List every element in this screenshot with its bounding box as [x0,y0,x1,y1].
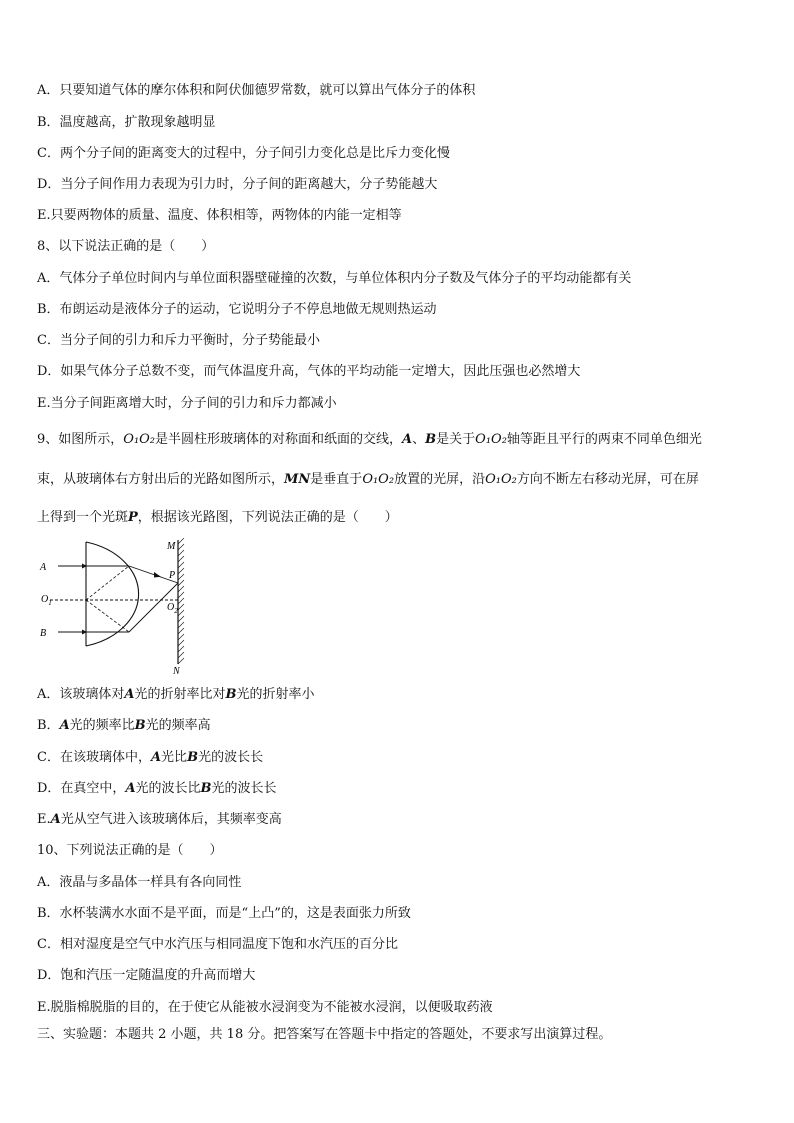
q9-opt-text: A．该玻璃体对 [37,687,125,702]
q9-text: 放置的光屏，沿 [394,472,486,487]
q9-option-d [37,780,277,798]
q9-text: 束，从玻璃体右方射出后的光路如图所示， [37,472,285,487]
q9-opt-a: A [124,687,135,702]
normal-line-a [86,566,129,600]
q9-text: ，根据该光路图，下列说法正确的是（ ） [137,510,398,525]
q9-opt-b: B [134,718,146,733]
q9-opt-text: 光从空气进入该玻璃体后，其频率变高 [60,812,282,827]
q9-opt-text: 光的频率比 [69,718,135,733]
q9-text: 是垂直于 [310,472,363,487]
q9-opt-a: A [50,812,61,827]
q9-opt-a: A [59,718,70,733]
q9-text: 上得到一个光斑 [37,510,129,525]
q10-option-e: E.脱脂棉脱脂的目的，在于使它从能被水浸润变为不能被水浸润，以便吸取药液 [37,1000,493,1015]
q9-screen-label: MN [284,472,311,487]
q8-option-b: B．布朗运动是液体分子的运动，它说明分子不停息地做无规则热运动 [37,302,437,317]
q9-stem-line-1 [37,431,702,449]
q9-option-e [37,811,282,829]
q7-option-e: E.只要两物体的质量、温度、体积相等，两物体的内能一定相等 [37,208,402,223]
figure-label-n: N [173,666,180,677]
q9-opt-text: 光的波长长 [211,781,277,796]
figure-label-o2 [167,602,178,615]
q9-opt-text: 光的频率高 [145,718,211,733]
q9-axis-label: O₁O₂ [485,472,517,487]
q10-stem: 10、下列说法正确的是（ ） [37,843,223,858]
section-3-heading: 三、实验题：本题共 2 小题，共 18 分。把答案写在答题卡中指定的答题处，不要求写出演算过程。 [37,1027,612,1042]
q7-option-d: D．当分子间作用力表现为引力时，分子间的距离越大，分子势能越大 [37,177,438,192]
q9-option-a [37,686,315,704]
q10-option-a: A．液晶与多晶体一样具有各向同性 [37,875,242,890]
q9-opt-a: A [150,750,162,765]
q9-axis-label: O₁O₂ [123,432,156,447]
q9-text: 9、如图所示， [37,432,124,447]
q8-option-a: A．气体分子单位时间内与单位面积器壁碰撞的次数，与单位体积内分子数及气体分子的平均动能都有关 [37,271,632,286]
q7-option-c: C．两个分子间的距离变大的过程中，分子间引力变化总是比斥力变化慢 [37,146,450,161]
screen-hatching [178,538,184,664]
q7-option-b: B．温度越高，扩散现象越明显 [37,115,216,130]
figure-label-o2-sub: 2 [174,607,178,615]
q9-stem-line-3 [37,509,398,527]
q9-opt-b: B [187,750,199,765]
q9-opt-text: 光的波长长 [198,750,264,765]
q9-opt-text: 光的折射率比对 [134,687,226,702]
q9-option-b [37,717,211,735]
q9-opt-a: A [125,781,136,796]
q10-option-d: D．饱和汽压一定随温度的升高而增大 [37,968,256,983]
q9-stem-line-2 [37,471,699,489]
q8-stem: 8、以下说法正确的是（ ） [37,239,215,254]
q9-spot-label: P [128,510,138,525]
q9-opt-text: D．在真空中， [37,781,126,796]
q9-opt-text: C．在该玻璃体中， [37,750,151,765]
q9-opt-text: B． [37,718,60,733]
q9-text: 是关于 [436,432,476,447]
q9-text: 方向不断左右移动光屏，可在屏 [516,472,699,487]
q8-option-c: C．当分子间的引力和斥力平衡时，分子势能最小 [37,333,320,348]
figure-label-m: M [167,541,176,552]
q9-option-c [37,749,263,767]
q9-beam-b-label: B [425,432,437,447]
figure-label-p: P [169,570,176,581]
figure-label-o1-sub: 1 [48,599,52,607]
q9-beam-a-label: A [402,432,413,447]
q9-text: 是半圆柱形玻璃体的对称面和纸面的交线， [155,432,403,447]
optics-diagram [36,538,196,678]
figure-label-o1-letter: O [41,594,49,605]
q9-opt-b: B [200,781,212,796]
q8-option-d: D．如果气体分子总数不变，而气体温度升高，气体的平均动能一定增大，因此压强也必然增大 [37,364,581,379]
q7-option-a: A．只要知道气体的摩尔体积和阿伏伽德罗常数，就可以算出气体分子的体积 [37,83,476,98]
q9-opt-text: 光的波长比 [135,781,201,796]
q9-opt-b: B [225,687,237,702]
figure-label-o2-letter: O [167,602,175,613]
figure-label-a: A [40,562,47,573]
beam-a-emergent-arrow [154,572,161,578]
q9-axis-label: O₁O₂ [475,432,507,447]
normal-line-b [86,600,129,632]
q9-opt-text: 光比 [161,750,188,765]
q8-option-e: E.当分子间距离增大时，分子间的引力和斥力都减小 [37,396,337,411]
q10-option-c: C．相对湿度是空气中水汽压与相同温度下饱和水汽压的百分比 [37,937,398,952]
q10-option-b: B．水杯装满水水面不是平面，而是“上凸”的，这是表面张力所致 [37,906,411,921]
q9-opt-text: E. [37,812,51,827]
figure-label-o1 [41,594,52,607]
figure-label-b: B [40,628,47,639]
q9-axis-label: O₁O₂ [362,472,395,487]
q9-opt-text: 光的折射率小 [236,687,315,702]
q9-text: 轴等距且平行的两束不同单色细光 [506,432,702,447]
q9-text: 、 [412,432,426,447]
